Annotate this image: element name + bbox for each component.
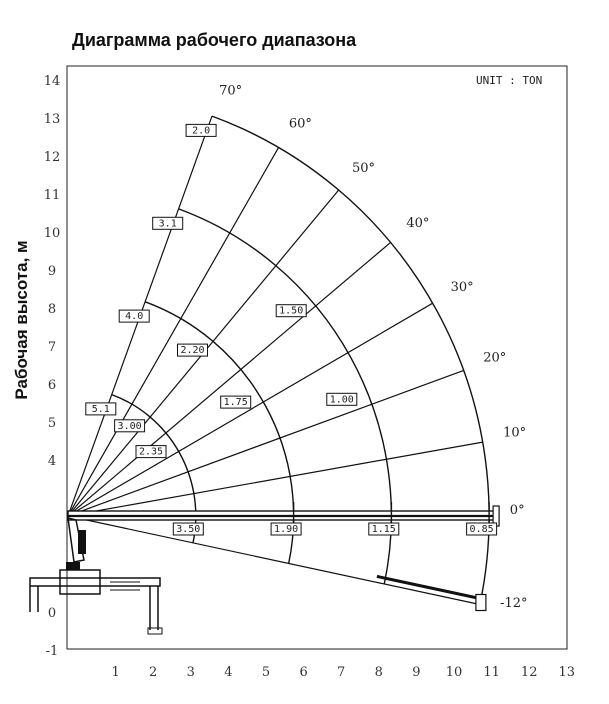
load-labels bbox=[86, 124, 497, 535]
y-tick-label: 0 bbox=[47, 606, 57, 621]
x-tick-label: 10 bbox=[445, 665, 463, 680]
page-title: Диаграмма рабочего диапазона bbox=[72, 30, 357, 50]
load-label: 3.1 bbox=[158, 218, 177, 230]
x-tick-label: 8 bbox=[374, 665, 383, 680]
load-label: 1.50 bbox=[279, 305, 304, 317]
boom-angle-label: 10° bbox=[503, 425, 527, 441]
load-label: 0.85 bbox=[469, 524, 494, 535]
x-tick-label: 9 bbox=[412, 665, 421, 680]
load-label: 2.35 bbox=[138, 446, 164, 458]
y-tick-label: 14 bbox=[43, 74, 61, 89]
boom-angle-label: 60° bbox=[288, 116, 312, 132]
load-label: 4.0 bbox=[125, 311, 144, 323]
boom-angle-line bbox=[68, 242, 391, 516]
boom-angle-label: -12° bbox=[500, 595, 528, 611]
boom-angle-label: 20° bbox=[483, 350, 507, 366]
x-tick-label: 12 bbox=[520, 665, 538, 680]
y-tick-label: 4 bbox=[47, 454, 57, 469]
load-label: 1.00 bbox=[329, 394, 354, 406]
x-tick-label: 2 bbox=[149, 665, 158, 680]
x-tick-label: 4 bbox=[224, 665, 233, 680]
load-label: 1.15 bbox=[371, 524, 396, 535]
load-label: 5.1 bbox=[91, 403, 110, 415]
y-tick-label: 5 bbox=[47, 416, 57, 431]
y-tick-label: -1 bbox=[45, 644, 59, 659]
x-tick-label: 13 bbox=[558, 665, 576, 680]
x-tick-label: 1 bbox=[111, 665, 120, 680]
y-tick-label: 10 bbox=[43, 226, 61, 241]
load-label: 3.50 bbox=[176, 524, 201, 535]
load-label: 2.0 bbox=[192, 125, 211, 137]
boom-angle-line bbox=[68, 370, 464, 516]
y-tick-label: 8 bbox=[47, 302, 57, 317]
axis-ticks bbox=[44, 74, 575, 680]
load-label: 1.90 bbox=[274, 524, 299, 535]
y-tick-label: 13 bbox=[43, 112, 61, 127]
boom-lowered bbox=[377, 576, 480, 598]
x-tick-label: 7 bbox=[337, 665, 346, 680]
boom-angle-label: 70° bbox=[219, 83, 243, 99]
x-tick-label: 11 bbox=[483, 665, 500, 680]
y-tick-label: 11 bbox=[43, 188, 61, 203]
load-label: 1.75 bbox=[223, 397, 248, 409]
unit-label: UNIT : TON bbox=[476, 74, 543, 87]
boom-angle-label: 40° bbox=[406, 216, 430, 231]
boom-angle-label: 0° bbox=[509, 503, 525, 518]
boom-lowered-tip bbox=[476, 595, 486, 611]
boom-angle-label: 30° bbox=[450, 279, 474, 295]
load-label: 3.00 bbox=[117, 420, 142, 432]
y-tick-label: 12 bbox=[43, 150, 61, 165]
y-axis-label: Рабочая высота, м bbox=[12, 240, 31, 400]
boom-angle-line bbox=[68, 147, 279, 516]
load-label: 2.20 bbox=[180, 345, 205, 357]
x-tick-label: 6 bbox=[299, 665, 308, 680]
x-tick-label: 3 bbox=[186, 665, 195, 680]
radius-arc bbox=[212, 116, 489, 604]
boom-angle-label: 50° bbox=[352, 161, 376, 176]
y-tick-label: 7 bbox=[47, 340, 57, 355]
y-tick-label: 6 bbox=[47, 378, 57, 393]
y-tick-label: 9 bbox=[47, 264, 57, 279]
x-tick-label: 5 bbox=[261, 665, 271, 680]
